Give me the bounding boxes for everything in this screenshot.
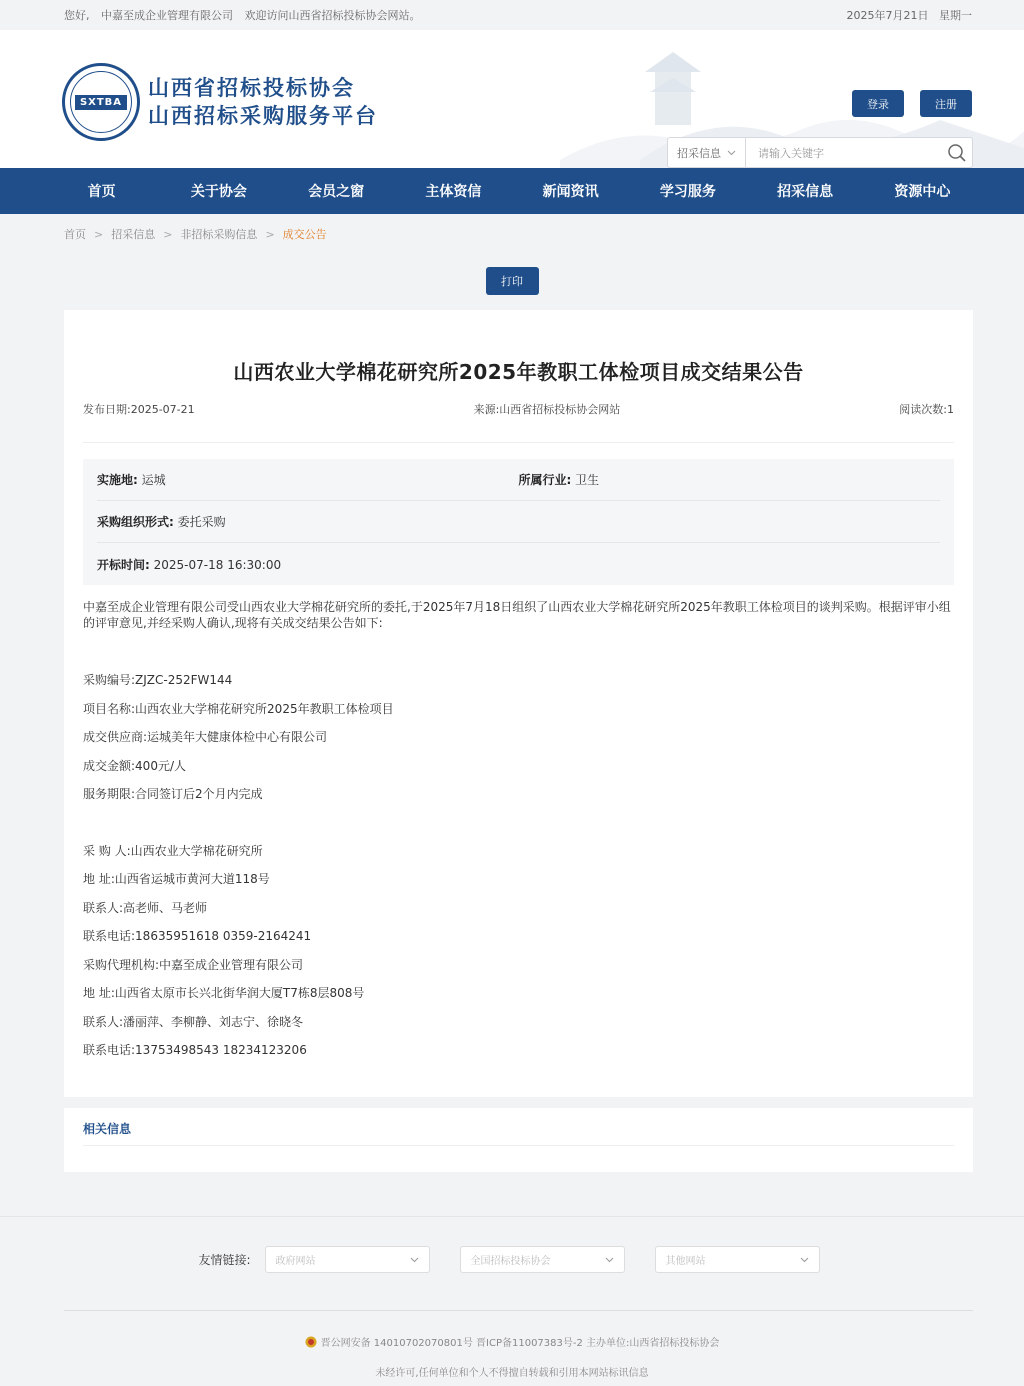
contact-line: 联系电话:18635951618 0359-2164241: [83, 929, 312, 943]
detail-line: 服务期限:合同签订后2个月内完成: [83, 787, 263, 801]
contact-line: 采购代理机构:中嘉至成企业管理有限公司: [83, 957, 304, 972]
nav-item-resources[interactable]: 资源中心: [894, 184, 951, 200]
chevron-down-icon: [727, 150, 736, 156]
date-display: [847, 7, 973, 23]
breadcrumb: [0, 214, 1024, 254]
nav-item-about[interactable]: 关于协会: [190, 184, 247, 200]
open-time-label: 开标时间:: [97, 557, 150, 572]
read-count: 阅读次数:1: [899, 403, 954, 416]
search-button[interactable]: [942, 143, 972, 163]
search-bar: [667, 137, 973, 168]
copyright-notice: 未经许可,任何单位和个人不得擅自转载和引用本网站标讯信息: [375, 1368, 649, 1379]
location-label: 实施地:: [97, 473, 138, 487]
publish-date: 发布日期:2025-07-21: [83, 403, 195, 416]
contact-line: 采 购 人:山西农业大学棉花研究所: [83, 843, 263, 858]
chevron-right-icon: >: [265, 227, 275, 241]
open-time-value: 2025-07-18 16:30:00: [153, 557, 282, 572]
article-body: [83, 599, 954, 1071]
welcome-text: 欢迎访问山西省招标投标协会网站。: [244, 9, 421, 22]
industry-label: 所属行业:: [518, 473, 572, 487]
logo-abbr: SXTBA: [75, 95, 127, 110]
other-sites-dropdown[interactable]: 其他网站: [655, 1246, 820, 1273]
open-time-field: [97, 556, 940, 573]
logo-line-2: 山西招标采购服务平台: [148, 104, 378, 128]
site-footer: [0, 1216, 1024, 1386]
search-category-select[interactable]: [668, 138, 746, 167]
greeting-text: 您好,: [64, 9, 90, 22]
article-card: [64, 310, 973, 1097]
contact-line: 联系电话:13753498543 18234123206: [83, 1043, 307, 1057]
weekday: 星期一: [939, 9, 972, 22]
chevron-right-icon: >: [94, 227, 104, 241]
contact-line: 联系人:潘丽萍、李柳静、刘志宁、徐晓冬: [83, 1014, 304, 1029]
location-field: [97, 471, 519, 488]
chevron-down-icon: [605, 1257, 614, 1263]
breadcrumb-non-tender[interactable]: 非招标采购信息: [180, 228, 258, 241]
nav-item-learning[interactable]: 学习服务: [659, 184, 716, 200]
footer-divider: [64, 1310, 973, 1311]
register-button[interactable]: 注册: [920, 90, 972, 117]
user-company: 中嘉至成企业管理有限公司: [101, 9, 233, 22]
date: 2025年7月21日: [846, 9, 929, 22]
org-form-label: 采购组织形式:: [97, 515, 174, 529]
org-form-value: 委托采购: [177, 515, 226, 529]
detail-line: 项目名称:山西农业大学棉花研究所2025年教职工体检项目: [83, 701, 394, 716]
chevron-down-icon: [800, 1257, 809, 1263]
article-title: 山西农业大学棉花研究所2025年教职工体检项目成交结果公告: [233, 360, 804, 384]
related-info-title: 相关信息: [83, 1108, 954, 1146]
breadcrumb-procurement[interactable]: 招采信息: [111, 228, 156, 241]
nav-item-news[interactable]: 新闻资讯: [542, 184, 599, 200]
site-logo[interactable]: [62, 63, 378, 141]
article-meta: [83, 401, 954, 443]
related-info-section: [64, 1108, 973, 1172]
breadcrumb-current: 成交公告: [282, 228, 327, 241]
search-icon: [947, 143, 967, 163]
greeting: [64, 7, 429, 23]
breadcrumb-home[interactable]: 首页: [64, 228, 86, 241]
logo-line-1: 山西省招标投标协会: [148, 76, 355, 100]
contact-line: 联系人:高老师、马老师: [83, 900, 208, 915]
project-info-box: [83, 459, 954, 585]
location-value: 运城: [141, 473, 166, 487]
search-category-label: 招采信息: [677, 146, 721, 160]
industry-field: [519, 471, 941, 488]
top-bar: [0, 0, 1024, 30]
article-source: 来源:山西省招标投标协会网站: [473, 403, 621, 416]
industry-value: 卫生: [575, 473, 600, 487]
logo-text: [148, 74, 378, 130]
article-intro: 中嘉至成企业管理有限公司受山西农业大学棉花研究所的委托,于2025年7月18日组织了山西农业大学棉花研究所2025年教职工体检项目的谈判采购。根据评审小组的评审意见,并经采购人确认,现将有关成交结果公告如下:: [83, 600, 951, 630]
nav-item-procurement[interactable]: 招采信息: [777, 184, 834, 200]
main-nav: [0, 168, 1024, 214]
nav-item-home[interactable]: 首页: [87, 184, 116, 200]
contact-line: 地 址:山西省太原市长兴北街华润大厦T7栋8层808号: [83, 986, 365, 1000]
friend-links: [0, 1246, 1024, 1273]
chevron-down-icon: [410, 1257, 419, 1263]
org-form-field: [97, 513, 940, 530]
auth-buttons: [852, 90, 972, 117]
detail-line: 成交金额:400元/人: [83, 758, 186, 773]
site-header: [0, 30, 1024, 168]
nav-item-credit[interactable]: 主体资信: [425, 184, 482, 200]
chevron-right-icon: >: [163, 227, 173, 241]
association-seal-icon: [62, 63, 140, 141]
contact-line: 地 址:山西省运城市黄河大道118号: [83, 872, 270, 886]
icp-info: [0, 1334, 1024, 1349]
print-button[interactable]: 打印: [486, 267, 539, 295]
police-badge-icon: [305, 1336, 317, 1348]
search-input[interactable]: 请输入关键字: [758, 146, 824, 160]
nav-item-members[interactable]: 会员之窗: [308, 184, 365, 200]
login-button[interactable]: 登录: [852, 90, 904, 117]
national-association-dropdown[interactable]: 全国招标投标协会: [460, 1246, 625, 1273]
icp-text: 晋公网安备 14010702070801号 晋ICP备11007383号-2 主办单位:山西省招标投标协会: [320, 1338, 720, 1349]
gov-sites-dropdown[interactable]: 政府网站: [265, 1246, 430, 1273]
detail-line: 采购编号:ZJZC-252FW144: [83, 673, 233, 687]
detail-line: 成交供应商:运城美年大健康体检中心有限公司: [83, 730, 328, 744]
friend-links-label: 友情链接:: [198, 1253, 251, 1267]
